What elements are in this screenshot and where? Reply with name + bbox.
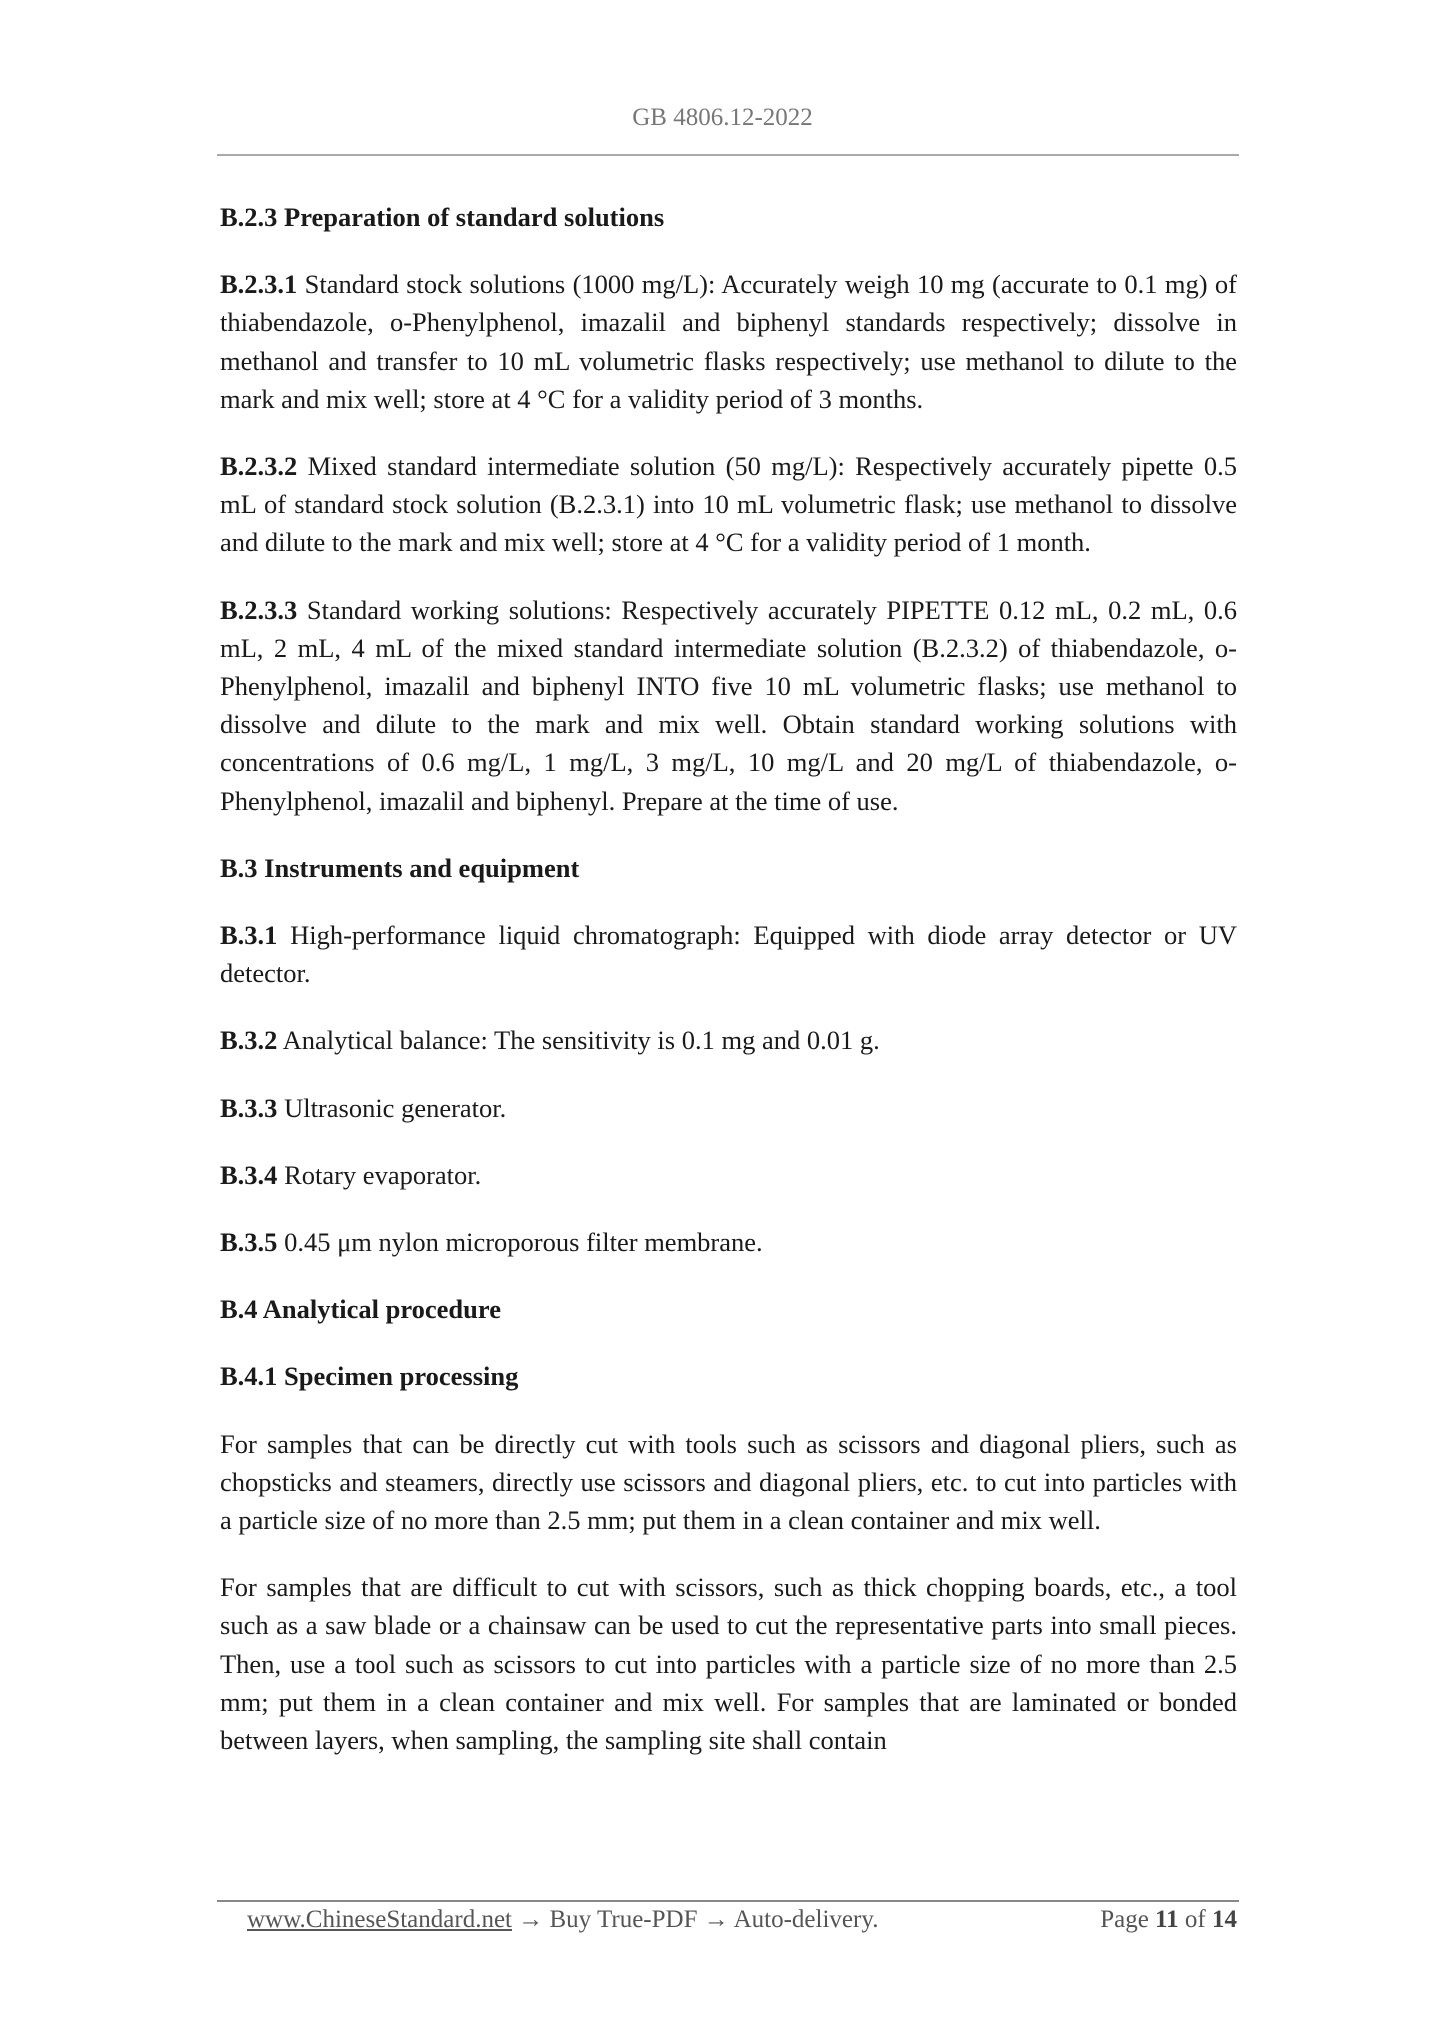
footer-promo (247, 1906, 878, 1934)
buy-text: Buy True-PDF (549, 1906, 698, 1933)
paragraph-text: Standard stock solutions (1000 mg/L): Accurately weigh 10 mg (accurate to 0.1 mg) of thiabendazole, o-Phenylphenol, imazalil and biphenyl standards respectively; dissolve in methanol and transfer to 10 mL volumetric flasks respectively; use methanol to dilute to the mark and mix well; store at 4 °C for a validity period of 3 months. (220, 269, 1237, 414)
clause-number: B.2.3.1 (220, 269, 298, 300)
paragraph (220, 1568, 1237, 1759)
arrow-icon: → (518, 1906, 544, 1933)
paragraph (220, 591, 1237, 820)
clause-number: B.2.3.2 (220, 451, 298, 482)
paragraph-text: Ultrasonic generator. (277, 1092, 507, 1123)
paragraph-text: Rotary evaporator. (277, 1159, 482, 1190)
header-divider (217, 154, 1239, 156)
paragraph (220, 447, 1237, 562)
section-heading: B.4 Analytical procedure (220, 1294, 501, 1325)
document-body (220, 198, 1237, 1878)
footer-divider (217, 1900, 1239, 1902)
paragraph-text: Analytical balance: The sensitivity is 0.1 mg and 0.01 g. (277, 1025, 880, 1056)
section-heading: B.2.3 Preparation of standard solutions (220, 202, 665, 232)
section-heading: B.4.1 Specimen processing (220, 1361, 519, 1392)
paragraph (220, 916, 1237, 992)
total-pages: 14 (1212, 1906, 1237, 1933)
clause-number: B.2.3.3 (220, 594, 298, 625)
paragraph (220, 265, 1237, 418)
document-header: GB 4806.12-2022 (632, 104, 813, 131)
arrow-icon: → (703, 1906, 729, 1933)
page-number: Page 11 of 14 (1100, 1906, 1237, 1933)
clause-number: B.3.4 (220, 1159, 278, 1190)
clause-number: B.3.1 (220, 920, 278, 951)
current-page: 11 (1155, 1906, 1179, 1933)
paragraph (220, 1156, 1237, 1194)
paragraph (220, 1089, 1237, 1127)
section-heading: B.3 Instruments and equipment (220, 852, 580, 883)
paragraph-text: Standard working solutions: Respectively accurately PIPETTE 0.12 mL, 0.2 mL, 0.6 mL, 2 mL, 4 mL of the mixed standard intermediate solution (B.2.3.2) of thiabendazole, o-Phenylphenol, imazalil and biphenyl INTO five 10 mL volumetric flasks; use methanol to dissolve and dilute to the mark and mix well. Obtain standard working solutions with concentrations of 0.6 mg/L, 1 mg/L, 3 mg/L, 10 mg/L and 20 mg/L of thiabendazole, o-Phenylphenol, imazalil and biphenyl. Prepare at the time of use. (220, 594, 1237, 816)
clause-number: B.3.3 (220, 1092, 278, 1123)
paragraph-text: Mixed standard intermediate solution (50 mg/L): Respectively accurately pipette 0.5 mL of standard stock solution (B.2.3.1) into 10 mL volumetric flask; use methanol to dissolve and dilute to the mark and mix well; store at 4 °C for a validity period of 1 month. (220, 451, 1237, 558)
paragraph-text: High-performance liquid chromatograph: Equipped with diode array detector or UV detector. (220, 920, 1237, 989)
paragraph (220, 1021, 1237, 1059)
page-footer (247, 1906, 1237, 1934)
paragraph-text: For samples that are difficult to cut with scissors, such as thick chopping boards, etc., a tool such as a saw blade or a chainsaw can be used to cut the representative parts into small pieces. Then, use a tool such as scissors to cut into particles with a particle size of no more than 2.5 mm; put them in a clean container and mix well. For samples that are laminated or bonded between layers, when sampling, the sampling site shall contain (220, 1572, 1237, 1756)
paragraph (220, 1425, 1237, 1540)
paragraph-text: For samples that can be directly cut with tools such as scissors and diagonal pliers, such as chopsticks and steamers, directly use scissors and diagonal pliers, etc. to cut into particles with a particle size of no more than 2.5 mm; put them in a clean container and mix well. (220, 1428, 1237, 1536)
clause-number: B.3.5 (220, 1227, 278, 1258)
auto-delivery-text: Auto-delivery. (733, 1906, 879, 1933)
paragraph (220, 1223, 1237, 1261)
clause-number: B.3.2 (220, 1025, 278, 1056)
website-link[interactable]: www.ChineseStandard.net (247, 1906, 512, 1933)
paragraph-text: 0.45 μm nylon microporous filter membrane. (277, 1227, 763, 1258)
